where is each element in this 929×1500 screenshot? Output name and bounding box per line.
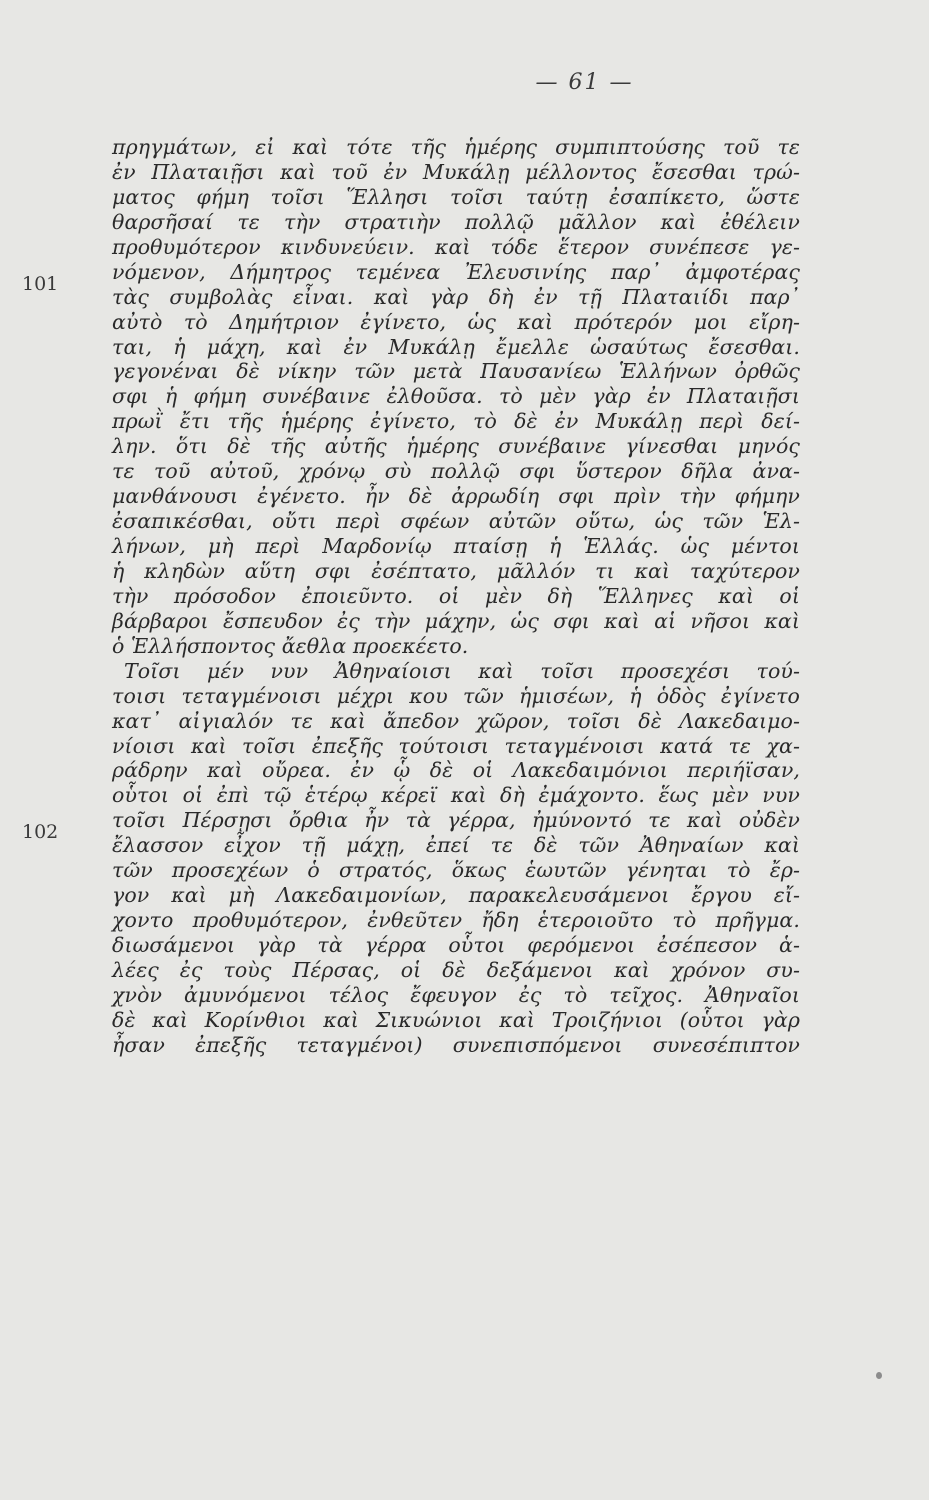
text-line: Τοῖσι μέν νυν Ἀθηναίοισι καὶ τοῖσι προσεχέσι τού- [124, 658, 800, 683]
text-line: κατ᾽ αἰγιαλόν τε καὶ ἄπεδον χῶρον, τοῖσι δὲ Λακεδαιμο- [112, 708, 800, 733]
text-line: λήνων, μὴ περὶ Μαρδονίῳ πταίσῃ ἡ Ἑλλάς. ὡς μέντοι [112, 534, 800, 558]
page-header [0, 70, 929, 95]
text-line: ται, ἡ μάχη, καὶ ἐν Μυκάλῃ ἔμελλε ὡσαύτως ἔσεσθαι. [112, 334, 800, 359]
text-line: βάρβαροι ἔσπευδον ἐς τὴν μάχην, ὡς σφι καὶ αἱ νῆσοι καὶ [112, 608, 800, 633]
ink-speck [876, 1372, 882, 1379]
text-line: θαρσῆσαί τε τὴν στρατιὴν πολλῷ μᾶλλον καὶ ἐθέλειν [112, 209, 800, 234]
text-line: λην. ὅτι δὲ τῆς αὐτῆς ἡμέρης συνέβαινε γίνεσθαι μηνός [112, 434, 800, 459]
text-line: ράδρην καὶ οὔρεα. ἐν ᾧ δὲ οἱ Λακεδαιμόνιοι περιήϊσαν, [112, 758, 800, 783]
text-line: τὴν πρόσοδον ἐποιεῦντο. οἱ μὲν δὴ Ἕλληνες καὶ οἱ [112, 583, 800, 608]
text-line: χοντο προθυμότερον, ἐνθεῦτεν ἤδη ἑτεροιοῦτο τὸ πρῆγμα. [112, 908, 800, 933]
text-line: νόμενον, Δήμητρος τεμένεα Ἐλευσινίης παρ᾽ ἀμφοτέρας [112, 259, 800, 284]
text-line: σφι ἡ φήμη συνέβαινε ἐλθοῦσα. τὸ μὲν γὰρ ἐν Πλαταιῇσι [112, 384, 800, 409]
text-line: γον καὶ μὴ Λακεδαιμονίων, παρακελευσάμενοι ἔργου εἴ- [112, 883, 800, 908]
body-text [112, 135, 800, 1058]
text-line: ἦσαν ἐπεξῆς τεταγμένοι) συνεπισπόμενοι συνεσέπιπτον [112, 1032, 800, 1057]
text-line: οὗτοι οἱ ἐπὶ τῷ ἑτέρῳ κέρεϊ καὶ δὴ ἐμάχοντο. ἕως μὲν νυν [112, 783, 800, 808]
text-line: γεγονέναι δὲ νίκην τῶν μετὰ Παυσανίεω Ἑλλήνων ὀρθῶς [112, 359, 800, 384]
text-line: ἔλασσον εἶχον τῇ μάχῃ, ἐπεί τε δὲ τῶν Ἀθηναίων καὶ [112, 833, 800, 858]
text-line: τοισι τεταγμένοισι μέχρι κου τῶν ἡμισέων, ἡ ὁδὸς ἐγίνετο [112, 683, 800, 708]
text-line: πρηγμάτων, εἰ καὶ τότε τῆς ἡμέρης συμπιπτούσης τοῦ τε [112, 135, 800, 159]
text-line: ἐσαπικέσθαι, οὔτι περὶ σφέων αὐτῶν οὕτω, ὡς τῶν Ἑλ- [112, 509, 800, 534]
text-line: τοῖσι Πέρσῃσι ὄρθια ἦν τὰ γέρρα, ἠμύνοντό τε καὶ οὐδὲν [112, 808, 800, 833]
text-line: χνὸν ἀμυνόμενοι τέλος ἔφευγον ἐς τὸ τεῖχος. Ἀθηναῖοι [112, 982, 800, 1007]
text-line: προθυμότερον κινδυνεύειν. καὶ τόδε ἕτερον συνέπεσε γε- [112, 234, 800, 259]
text-line: αὐτὸ τὸ Δημήτριον ἐγίνετο, ὡς καὶ πρότερόν μοι εἴρη- [112, 309, 800, 334]
text-line: διωσάμενοι γὰρ τὰ γέρρα οὗτοι φερόμενοι ἐσέπεσον ἁ- [112, 933, 800, 957]
text-line: ὁ Ἑλλήσποντος ἄεθλα προεκέετο. [112, 633, 469, 658]
text-line: ἡ κληδὼν αὕτη σφι ἐσέπτατο, μᾶλλόν τι καὶ ταχύτερον [112, 558, 800, 583]
page-number: — 61 — [535, 70, 634, 95]
text-line: μανθάνουσι ἐγένετο. ἦν δὲ ἀρρωδίη σφι πρὶν τὴν φήμην [112, 484, 800, 509]
text-line: τῶν προσεχέων ὁ στρατός, ὅκως ἑωυτῶν γένηται τὸ ἔρ- [112, 858, 800, 883]
text-line: πρωῒ ἔτι τῆς ἡμέρης ἐγίνετο, τὸ δὲ ἐν Μυκάλῃ περὶ δεί- [112, 409, 800, 434]
section-marker-102: 102 [22, 821, 59, 843]
text-line: λέες ἐς τοὺς Πέρσας, οἱ δὲ δεξάμενοι καὶ χρόνον συ- [112, 957, 800, 982]
text-line: τε τοῦ αὐτοῦ, χρόνῳ σὺ πολλῷ σφι ὕστερον δῆλα ἀνα- [112, 459, 800, 484]
text-line: νίοισι καὶ τοῖσι ἐπεξῆς τούτοισι τεταγμένοισι κατά τε χα- [112, 733, 800, 758]
text-line: ἐν Πλαταιῇσι καὶ τοῦ ἐν Μυκάλῃ μέλλοντος ἔσεσθαι τρώ- [112, 159, 800, 184]
text-line: τὰς συμβολὰς εἶναι. καὶ γὰρ δὴ ἐν τῇ Πλαταιίδι παρ᾽ [112, 284, 800, 309]
section-marker-101: 101 [22, 273, 59, 295]
text-line: δὲ καὶ Κορίνθιοι καὶ Σικυώνιοι καὶ Τροιζήνιοι (οὗτοι γὰρ [112, 1007, 800, 1032]
text-line: ματος φήμη τοῖσι Ἕλλησι τοῖσι ταύτῃ ἐσαπίκετο, ὥστε [112, 184, 800, 209]
